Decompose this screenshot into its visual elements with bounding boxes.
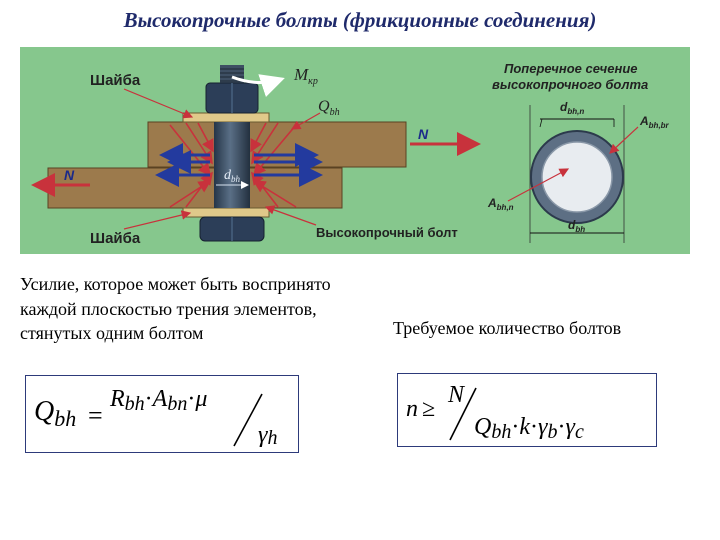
washer-bottom: [183, 208, 269, 217]
f1-denominator: γh: [258, 422, 278, 449]
label-abhbr: $A_{bh,br}$: [640, 114, 669, 130]
bolt-joint-figure: [20, 47, 690, 254]
bolt-thread: [220, 65, 244, 85]
label-dbh: $d_{bh}$: [224, 168, 240, 184]
label-bolt: Высокопрочный болт: [316, 225, 458, 240]
formula-1-svg: [26, 376, 298, 452]
f2-denominator: Qbh·k·γb·γc: [474, 414, 584, 443]
f1-lhs: $Q_{bh}$: [34, 396, 77, 431]
section-title-line2: высокопрочного болта: [492, 77, 649, 92]
f2-lhs: n ≥: [406, 396, 436, 422]
label-n-left: N: [64, 167, 75, 183]
f1-numerator: Rbh·Abn·μ: [110, 386, 208, 415]
f1-equals: =: [88, 401, 103, 430]
f2-numerator: N: [448, 382, 465, 408]
washer-top: [183, 113, 269, 122]
formula-bolt-count: [397, 373, 657, 447]
formula-2-svg: [398, 374, 656, 446]
label-washer-bottom: Шайба: [90, 230, 141, 247]
label-n-right: N: [418, 126, 429, 142]
label-dbh-section: $d_{bh}$: [568, 218, 586, 234]
section-title-line1: Поперечное сечение: [504, 61, 638, 76]
label-abhn: $A_{bh,n}$: [488, 196, 514, 212]
bolt-shank: [214, 122, 250, 208]
label-torque: $M_{кр}$: [294, 65, 318, 87]
label-washer-top: Шайба: [90, 72, 141, 89]
page-title: Высокопрочные болты (фрикционные соединения): [123, 8, 597, 32]
bolt-joint-diagram: [20, 47, 690, 254]
upper-plate: [148, 122, 406, 167]
formula-friction-force: [25, 375, 299, 453]
caption-friction-force: Усилие, которое может быть воспринято каждой плоскостью трения элементов, стянутых одним болтом: [20, 274, 331, 343]
label-qbh: $Q_{bh}$: [318, 98, 340, 118]
label-dbhn: $d_{bh,n}$: [560, 100, 585, 116]
caption-bolt-count: Требуемое количество болтов: [393, 318, 622, 338]
